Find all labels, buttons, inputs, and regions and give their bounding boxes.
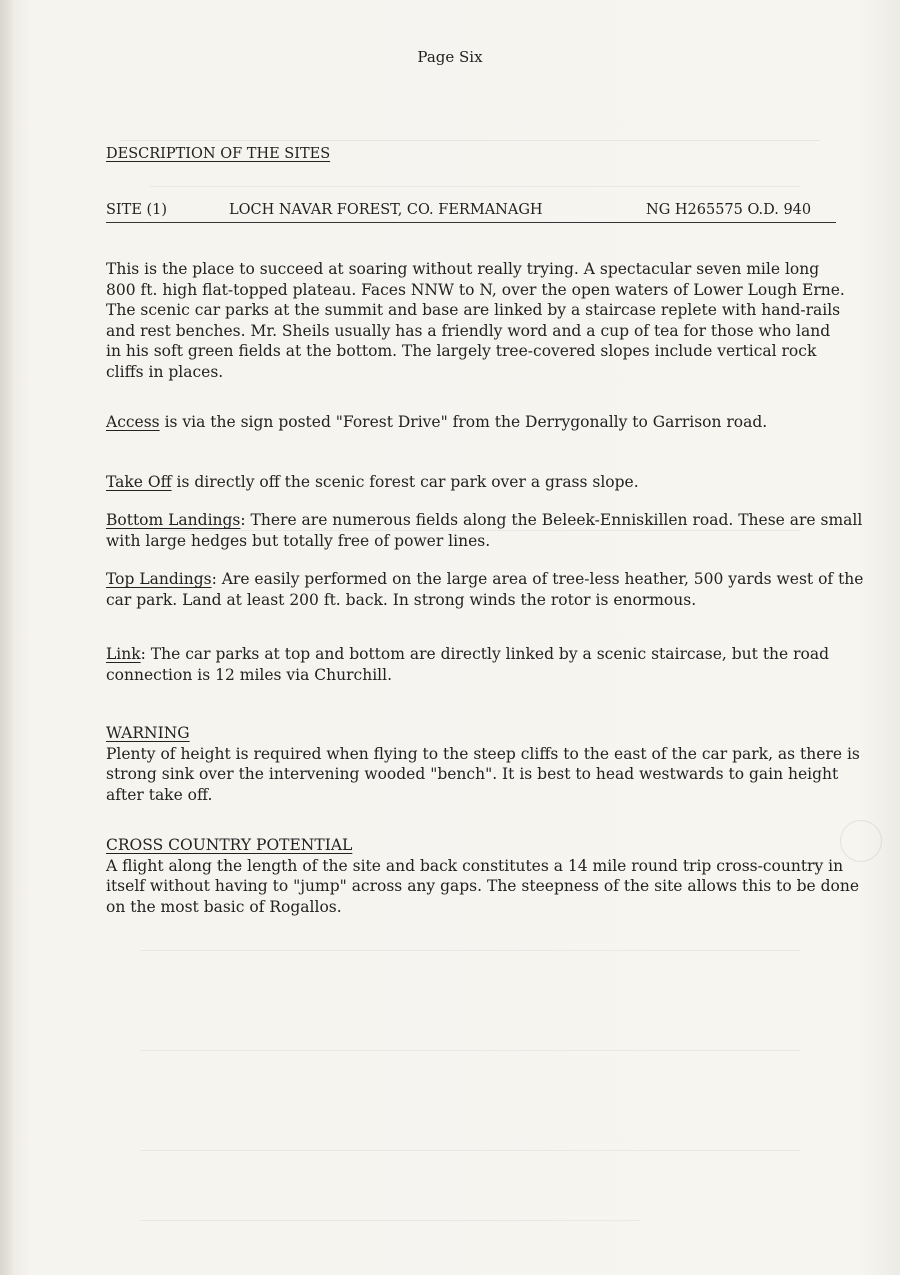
link-paragraph xyxy=(106,644,866,685)
top-landings-text: : Are easily performed on the large area of tree-less heather, 500 yards west of the car park. Land at least 200 ft. back. In strong winds the rotor is enormous. xyxy=(106,570,864,609)
takeoff-heading: Take Off xyxy=(106,473,172,491)
site-number: SITE (1) xyxy=(106,202,168,218)
cross-country-text: A flight along the length of the site and back constitutes a 14 mile round trip cross-country in itself without having to "jump" across any gaps. The steepness of the site allows this to be done on the most basic of Rogallos. xyxy=(106,856,860,916)
top-landings-heading: Top Landings xyxy=(106,570,212,588)
warning-heading: WARNING xyxy=(106,724,190,742)
bottom-landings-paragraph xyxy=(106,510,866,551)
bottom-landings-heading: Bottom Landings xyxy=(106,511,241,529)
intro-text: This is the place to succeed at soaring without really trying. A spectacular seven mile long 800 ft. high flat-topped plateau. Faces NNW to N, over the open waters of Lower Lough Erne. The scenic car parks at the summit and base are linked by a staircase replete with hand-rails and rest benches. Mr. Sheils usually has a friendly word and a cup of tea for those who land in his soft green fields at the bottom. The largely tree-covered slopes include vertical rock cliffs in places. xyxy=(106,260,845,381)
top-landings-paragraph xyxy=(106,569,866,610)
link-text: : The car parks at top and bottom are directly linked by a scenic staircase, but the road connection is 12 miles via Churchill. xyxy=(106,645,830,684)
intro-paragraph xyxy=(106,259,846,382)
access-paragraph xyxy=(106,412,786,433)
site-heading-row xyxy=(106,202,836,223)
link-heading: Link xyxy=(106,645,141,663)
takeoff-text: is directly off the scenic forest car park over a grass slope. xyxy=(171,473,639,491)
warning-text: Plenty of height is required when flying to the steep cliffs to the east of the car park, as there is strong sink over the intervening wooded "bench". It is best to head westwards to gain height after take off. xyxy=(106,744,860,804)
takeoff-paragraph xyxy=(106,472,876,493)
page-number-header: Page Six xyxy=(417,48,483,66)
cross-country-heading: CROSS COUNTRY POTENTIAL xyxy=(106,836,353,854)
site-name: LOCH NAVAR FOREST, CO. FERMANAGH xyxy=(229,202,543,218)
scan-shadow xyxy=(0,0,14,1275)
warning-block xyxy=(106,723,876,805)
site-grid-reference: NG H265575 O.D. 940 xyxy=(646,202,812,218)
bottom-landings-text: : There are numerous fields along the Beleek-Enniskillen road. These are small with large hedges but totally free of power lines. xyxy=(106,511,863,550)
access-heading: Access xyxy=(106,413,160,431)
access-text: is via the sign posted "Forest Drive" from the Derrygonally to Garrison road. xyxy=(159,413,768,431)
cross-country-block xyxy=(106,835,876,917)
section-title: DESCRIPTION OF THE SITES xyxy=(106,146,331,162)
